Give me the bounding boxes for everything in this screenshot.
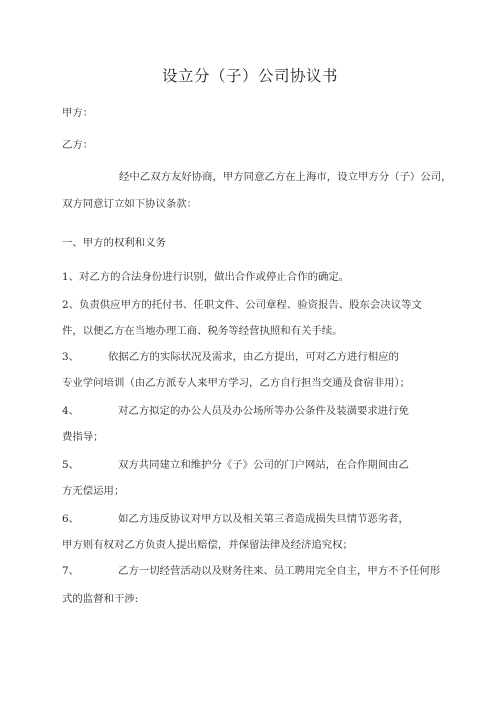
item-4-line-2: 费指导； — [62, 431, 104, 443]
item-6-line-1: 如乙方违反协议对甲方以及相关第三者造成损失旦情节恶劣者， — [118, 513, 409, 525]
item-6-number: 6、 — [62, 513, 80, 525]
item-3-line-2: 专业学问培训（由乙方派专人来甲方学习，乙方自行担当交通及食宿非用）； — [62, 377, 411, 389]
party-b-label: 乙方： — [62, 139, 94, 151]
item-4-line-1: 对乙方拟定的办公人员及办公场所等办公条件及装潢要求进行免 — [118, 405, 409, 417]
section-1-heading: 一、甲方的权利和义务 — [62, 237, 166, 249]
item-3-line-1: 依据乙方的实际状况及需求，由乙方提出，可对乙方进行相应的 — [108, 351, 399, 363]
item-1: 1、对乙方的合法身份进行识别，做出合作或停止合作的确定。 — [62, 271, 350, 283]
item-7-line-2: 式的监督和干涉: — [62, 593, 139, 605]
party-a-label: 甲方： — [62, 107, 94, 119]
item-2-line-1: 2、负责供应甲方的托付书、任职文件、公司章程、验资报告、股东会决议等文 — [62, 299, 422, 311]
intro-line-1: 经中乙双方友好协商，甲方同意乙方在上海市，设立甲方分（子）公司， — [119, 171, 452, 183]
item-5-line-2: 方无偿运用； — [62, 485, 125, 497]
item-7-line-1: 乙方一切经营活动以及财务往来、员工聘用完全自主，甲方不予任何形 — [118, 565, 441, 577]
item-5-line-1: 双方共同建立和维护分《子》公司的门户网站，在合作期间由乙 — [118, 459, 409, 471]
document-title: 设立分（子）公司协议书 — [161, 67, 338, 85]
item-2-line-2: 件，以便乙方在当地办理工商、税务等经营执照和有关手续。 — [62, 325, 343, 337]
item-7-number: 7、 — [62, 565, 80, 577]
item-4-number: 4、 — [62, 405, 80, 417]
item-3-number: 3、 — [62, 351, 80, 363]
item-5-number: 5、 — [62, 459, 80, 471]
item-6-line-2: 甲方则有权对乙方负责人提出赔偿，并保留法律及经济追究权； — [62, 539, 353, 551]
intro-line-2: 双方同意订立如下协议条款： — [62, 198, 198, 210]
